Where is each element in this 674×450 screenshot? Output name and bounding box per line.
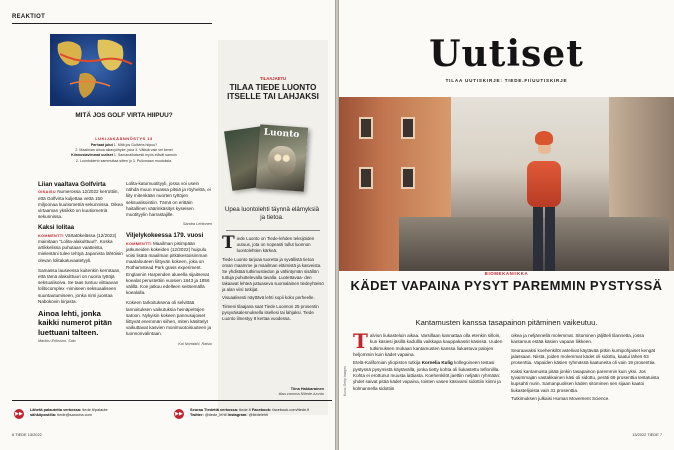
feedback-info: Lähetä palautetta verkossa: tiede.fi/palaute sähköpostilla: tiede@sanoma.com [30, 407, 108, 418]
website-link[interactable]: tiede.fi [239, 407, 251, 412]
letter-credit: Sandra Lehtonen [182, 222, 212, 227]
right-page [339, 0, 674, 450]
section-label: REAKTIOT [12, 14, 46, 20]
social-info: Seuraa Tiedettä verkossa: tiede.fi Facebook: facebook.com/tiede.fi Twitter: @tiede_lehti Instagram: @tiedelehti [190, 407, 310, 418]
hero-photo [339, 97, 674, 271]
contact-bar [12, 400, 332, 424]
pull-quote: Ainoa lehti, jonka kaikki numerot pitän luettuani talteen. [38, 308, 112, 337]
ad-rule [226, 230, 320, 231]
arrow-right-icon: ▶▶ [175, 411, 183, 417]
letters-column-2: Lolita-katumuotityyli, jossa voi usein nähdä muun muassa pitsiä ja röyhelöä, ei liity mitenkään nuorten tyttöjen seksualisointiin. Tämä on erittäin haitallinen väärinkäsitys kyseisen muotityylin harrastajille. Sandra Lehtonen Viljelykokeessa 179. vuosi KOMMENTTI Maailman pisimpään jatkuneiden kokeiden (12/2022) huipulu voisi lisätä maailman pitkäkestoisimman maatalouteen liittyvän kokeen, joka on Rothamstead Park grass experiment. Englannin Harpenden alueella sijaitsevat koealat perustettiin vuosien 1843 ja 1856 välillä. Koe jatkuu edelleen seitsemällä koealalla. Kokeen tarkoituksena oli selvittää lannoituksen vaikutuksia heinäpeltojen satoon. Nykyisin kokeen pannusajoiset liittyvät enemmän siihen, miten käsittelyt vaikuttavat kasvien monimuotoisuuteen ja luonnonvalintaan. Kai Norrdahl, Raisio [126, 181, 212, 346]
quiz-line: 2. Maailman ainoa aikavyöhyke, joka 3. Välisiä vain vei kenet [75, 148, 173, 153]
page-folio-left: 6 TIEDE 13/2022 [12, 432, 42, 437]
page-folio-right: 13/2022 TIEDE 7 [632, 432, 662, 437]
letter-kicker: KOMMENTTI [126, 241, 152, 246]
owl-image [267, 145, 297, 177]
article-column-2: oikea ja neljännellä molemmat. Sitominen jäljitteli tilannetta, jossa kantamus estää käsien vapaan liikkeen. Seuraavaksi koehenkilöt astelivat käytävää pitkin kumipohjaiset kengät jalassaan. Niistä, joiden molemmat kädet oli sidottu, kaatui lähes 63 prosenttia. Vapaiden käsien ryhmässä kaatuneita oli vain 19 prosenttia. Kaksi kantamusta pitää jonkin tasapainon paremmin kuin yksi. Jos tyvaimmajän vastakkainen käsi oli sidottu, peräti 69 prosenttia testatuista kupsahti nurin. Samanpuolisen käden sitominen sen sijaan kaatoi liukastelijoista vain 31 prosenttia. Tutkimuksen julkaisi Human Movement Science. [511, 333, 660, 401]
letter-kicker: OIKAISU [38, 190, 56, 195]
article-title: KÄDET VAPAINA PYSYT PAREMMIN PYSTYSSÄ [350, 278, 663, 293]
person-with-backpack [509, 125, 579, 271]
facebook-link[interactable]: facebook.com/tiede.fi [272, 407, 310, 412]
newsletter-cta[interactable]: TILAA UUTISKIRJE: TIEDE.FI/UUTISKIRJE [445, 78, 568, 83]
ad-body: Tiede Luonto on Tiede-lehden teksijöiden uutuus, jota on nopeasti tullut luonnon luontolehtien kärkeä. Tiede Luonto tarjoaa tuoretta ja syvällistä tietoa oman maamme ja maailman eläimistä ja kasveista. Se yhdistää tutkimustiedon ja vähintymän sisällön tuttuja puhuttelevalla tavalla. Luotettavaa- den takaavat lehteä juttuaseva suomalainen tiedeyhteisö ja alan viisi tutkijat. Visuaalisesti näyttävä lehti sopii koko perheelle. Tiimeni tilaajana saat Tiede Luonnon 25 prosentin pysyväisalennuksella itsellesi tai lahjaksi. Tiede Luonto ilmestyy 8 kertaa vuodessa. [222, 233, 324, 322]
letter-kicker: KOMMENTTI [38, 233, 64, 238]
globe-illustration [50, 34, 136, 106]
quiz-line: Kiinnostavimmat uutiset 1. Samanaikaisesti myös elävät samoin [71, 153, 177, 158]
letters-column-1: Liian vaaltava Golfvirta OIKAISU Numerossa 12/2022 kerrottiin, että Golfvirta kuljettaa vettä 150 miljoonaa kuutiometriä sekunnissa. Oikea virtaaman yksikkö on kuutiometriä sekunnissa. Kaksi lolitaa KOMMENTTI Värtatökelässa (12/2022) mainitaan "Lolita-alakulttuuri". Koska artikkelissa puhutaan vaatteista, mielestäni tulee tehtyä Japanista lähtöisin olevan lolitakatuvaatetyyli. Samassa lauseessa kuitenkin kerrotaan, että tämä alakulttuuri on nuoria tyttöjä seksualisoiva. Se taas tuntuu viittaavan lolitocomplex -nimiseen seksuaaliseen suuntautumiseen, jonka nimi juontaa Nabokovin kirjasta. Ainoa lehti, jonka kaikki numerot pitän luettuani talteen. Markku Eriksson, Salo [38, 181, 123, 344]
drop-cap: T [353, 329, 368, 353]
subscription-ad[interactable] [218, 40, 328, 418]
ad-title: TILAA TIEDE LUONTO ITSELLE TAI LAHJAKSI [227, 83, 319, 101]
twitter-link[interactable]: @tiede_lehti [204, 412, 227, 418]
masthead-title: Uutiset [429, 33, 584, 75]
quiz-title: MITÄ JOS GOLF VIRTA HIIPUU? [75, 112, 173, 119]
article-kicker: BIOMEKANIIKKA [484, 271, 529, 276]
section-rule [12, 23, 212, 24]
quiz-subtitle: LUKIJAKÄÄNNÖSTYS 13 [95, 136, 153, 141]
backpack [527, 161, 561, 207]
email-link[interactable]: tiede@sanoma.com [57, 412, 92, 418]
instagram-link[interactable]: @tiedelehti [248, 412, 269, 418]
feedback-link[interactable]: tiede.fi/palaute [82, 407, 108, 412]
letter-heading: Kaksi lolitaa [38, 224, 75, 232]
article-lede: Kantamusten kanssa tasapainon pitäminen vaikeutuu. [415, 318, 598, 327]
ad-signature: Tiina Hakkarainen tilaa zamma.fi/tiede-luonto [278, 386, 324, 396]
magazine-cover [256, 124, 308, 191]
quiz-line: Parhaat jutut 1. Mitä jos Golfvirta hiipuu? [90, 143, 158, 147]
drop-cap: T [222, 233, 235, 253]
article-column-1: Talvion liukasteluin aikaa. Varsillaan kannattaa olla etenkin silloin, kun käsiesi jäsillä kadullla vaikkapa kauppakassit käsissä. Uuden tutkimuksen mukaan kantamusten kanssa liukastuva palojen heljommin kuin kädet vapaina. Etelä-Kalifornian yliopiston tutkija Kornelia Kulig kollegoineen testasi pystyssä pysymistä käytävällä, jonka tietty kohta oli liukastettu teflonillla. Kohta ei erottunut muusta lattiasta. Koehenkilöt jaettiin neljään ryhmään: yhdet saivat pitää kädet vapaina, toisten vasen käsivarsi sidottiin kiinni ja kolmannella sidottiin [353, 329, 503, 391]
ad-link[interactable]: tilaa zamma.fi/tiede-luonto [278, 391, 324, 396]
photo-credit: Kuva: Getty Images [343, 366, 347, 396]
researcher-name: Kornelia Kulig [421, 360, 453, 366]
letter-credit: Kai Norrdahl, Raisio [178, 341, 212, 346]
quiz-line: 2. Luontokierto sammuttaa sitten jo 3. Pullomaan muutoksia. [75, 158, 173, 163]
letter-heading: Liian vaaltava Golfvirta [38, 181, 106, 188]
quiz-lines [38, 143, 210, 164]
letter-credit: Markku Eriksson, Salo [38, 339, 76, 344]
letter-heading: Viljelykokeessa 179. vuosi [126, 232, 204, 240]
ad-lede: Upea luontolehti täynnä elämyksiä ja tietoa. [224, 206, 320, 221]
magazine-logo: Luonto [263, 127, 300, 141]
arrow-right-icon: ▶▶ [15, 411, 23, 417]
ad-kicker: TILAAJAETU [259, 76, 287, 81]
left-page [0, 0, 335, 450]
